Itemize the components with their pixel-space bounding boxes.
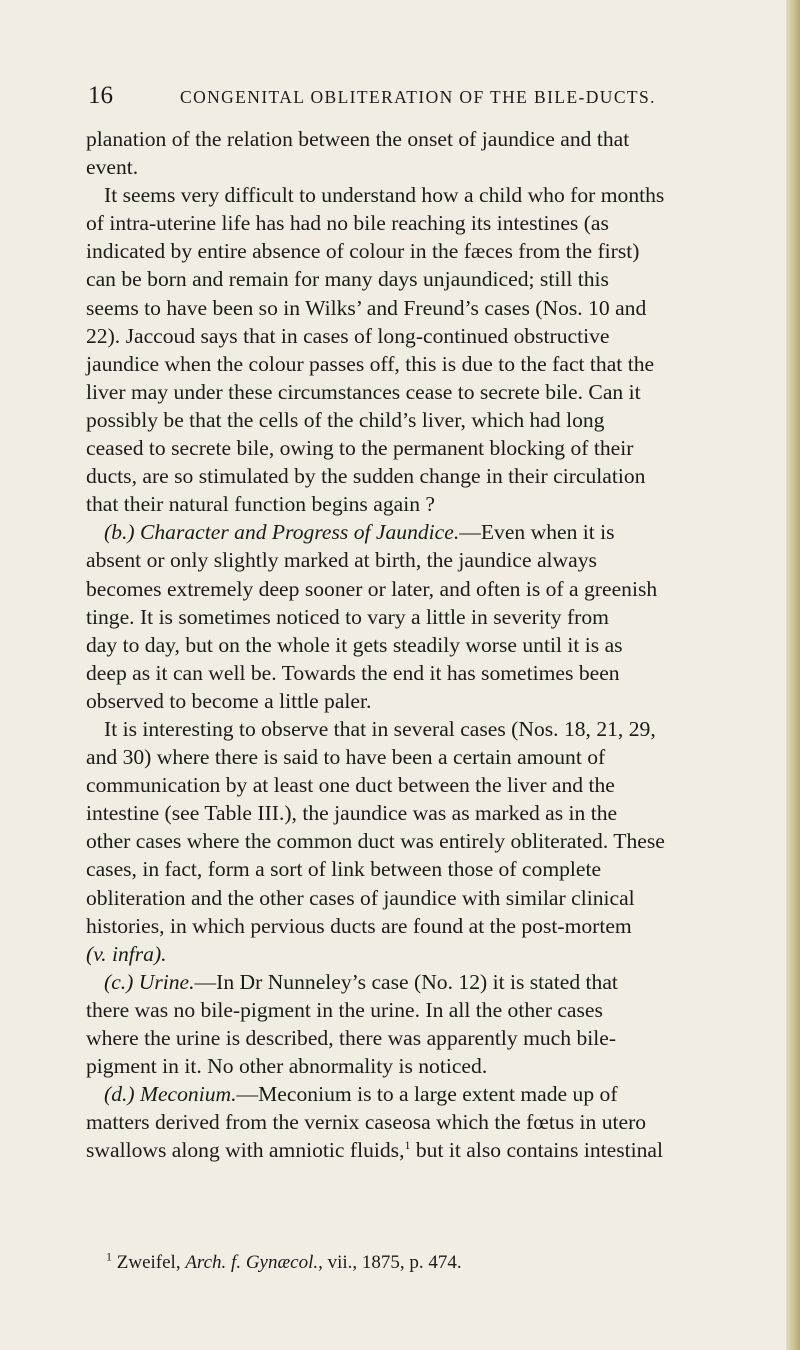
- running-head: CONGENITAL OBLITERATION OF THE BILE-DUCTS.: [180, 87, 656, 107]
- line-text: observed to become a little paler.: [86, 688, 372, 713]
- line-text: indicated by entire absence of colour in the fæces from the first): [86, 239, 640, 264]
- line-text: and 30) where there is said to have been a certain amount of: [86, 745, 606, 770]
- line-text: other cases where the common duct was entirely obliterated. These: [86, 829, 665, 854]
- text-line: [86, 799, 790, 827]
- footnote-marker: 1: [106, 1249, 112, 1264]
- text-line: [86, 434, 790, 462]
- footnote-ref-marker: 1: [404, 1138, 411, 1153]
- line-text: becomes extremely deep sooner or later, and often is of a greenish: [86, 576, 658, 601]
- text-line: [86, 350, 790, 378]
- line-text: —Meconium is to a large extent made up of: [236, 1082, 618, 1107]
- line-text: It is interesting to observe that in several cases (Nos. 18, 21, 29,: [104, 716, 656, 741]
- line-text: obliteration and the other cases of jaundice with similar clinical: [86, 885, 635, 910]
- text-line: [86, 1080, 790, 1108]
- line-text: liver may under these circumstances cease to secrete bile. Can it: [86, 379, 641, 404]
- line-text: 22). Jaccoud says that in cases of long-continued obstructive: [86, 323, 610, 348]
- text-line: [86, 743, 790, 771]
- line-text: intestine (see Table III.), the jaundice was as marked as in the: [86, 801, 618, 826]
- text-line: [86, 294, 790, 322]
- line-text: possibly be that the cells of the child’s liver, which had long: [86, 407, 605, 432]
- text-line: [86, 771, 790, 799]
- line-text: deep as it can well be. Towards the end it has sometimes been: [86, 660, 620, 685]
- footnote-author: Zweifel,: [116, 1252, 181, 1273]
- line-text: absent or only slightly marked at birth, the jaundice always: [86, 548, 597, 573]
- line-text: communication by at least one duct between the liver and the: [86, 773, 615, 798]
- line-text: there was no bile-pigment in the urine. In all the other cases: [86, 997, 603, 1022]
- line-text: pigment in it. No other abnormality is noticed.: [86, 1054, 488, 1079]
- text-line: [86, 546, 790, 574]
- text-line: [86, 153, 790, 181]
- section-heading: (b.) Character and Progress of Jaundice.: [104, 520, 460, 545]
- text-line: [86, 912, 790, 940]
- text-line: [86, 181, 790, 209]
- text-line: [86, 940, 790, 968]
- text-line: [86, 968, 790, 996]
- line-text: matters derived from the vernix caseosa which the fœtus in utero: [86, 1110, 647, 1135]
- line-text: day to day, but on the whole it gets steadily worse until it is as: [86, 632, 623, 657]
- text-line: [86, 659, 790, 687]
- text-line: [86, 265, 790, 293]
- line-text: —In Dr Nunneley’s case (No. 12) it is stated that: [194, 969, 618, 994]
- text-line: [86, 884, 790, 912]
- footnote: [106, 1249, 462, 1274]
- line-text: histories, in which pervious ducts are found at the post-mortem: [86, 913, 632, 938]
- text-line: [86, 125, 790, 153]
- text-line: [86, 715, 790, 743]
- text-line: [86, 462, 790, 490]
- text-line: [86, 575, 790, 603]
- text-line: [86, 518, 790, 546]
- text-line: [86, 996, 790, 1024]
- line-text: that their natural function begins again ?: [86, 492, 435, 517]
- page-number: 16: [88, 82, 113, 109]
- line-text: event.: [86, 155, 139, 180]
- text-line: [86, 603, 790, 631]
- text-line: [86, 406, 790, 434]
- text-line: [86, 490, 790, 518]
- text-line: [86, 631, 790, 659]
- line-text: ducts, are so stimulated by the sudden change in their circulation: [86, 464, 646, 489]
- section-heading: (c.) Urine.: [104, 969, 195, 994]
- line-text: where the urine is described, there was apparently much bile-: [86, 1026, 617, 1050]
- text-line: [86, 237, 790, 265]
- line-text: It seems very difficult to understand how a child who for months: [104, 183, 665, 208]
- text-line: [86, 1024, 790, 1052]
- text-line: [86, 687, 790, 715]
- line-text: but it also contains intestinal: [410, 1138, 663, 1163]
- line-text: seems to have been so in Wilks’ and Freund’s cases (Nos. 10 and: [86, 295, 647, 320]
- text-line: [86, 1136, 790, 1164]
- text-line: [86, 827, 790, 855]
- line-text: cases, in fact, form a sort of link between those of complete: [86, 857, 602, 882]
- line-text: planation of the relation between the onset of jaundice and that: [86, 127, 630, 151]
- text-line: [86, 1108, 790, 1136]
- section-heading: (d.) Meconium.: [104, 1082, 237, 1107]
- line-text: of intra-uterine life has had no bile reaching its intestines (as: [86, 211, 609, 236]
- footnote-ref: vii., 1875, p. 474.: [327, 1252, 462, 1273]
- footnote-journal: Arch. f. Gynæcol.,: [185, 1252, 323, 1273]
- text-line: [86, 322, 790, 350]
- text-line: [86, 855, 790, 883]
- text-line: [86, 209, 790, 237]
- line-text: jaundice when the colour passes off, this is due to the fact that the: [86, 351, 655, 376]
- line-text: tinge. It is sometimes noticed to vary a little in severity from: [86, 604, 609, 629]
- line-text: swallows along with amniotic fluids,: [86, 1138, 405, 1163]
- text-line: [86, 378, 790, 406]
- page-header: [88, 82, 708, 112]
- section-heading: (v. infra).: [86, 941, 167, 966]
- line-text: —Even when it is: [459, 520, 615, 545]
- line-text: can be born and remain for many days unjaundiced; still this: [86, 267, 609, 292]
- body-text: [86, 125, 790, 1164]
- text-line: [86, 1052, 790, 1080]
- line-text: ceased to secrete bile, owing to the permanent blocking of their: [86, 436, 634, 461]
